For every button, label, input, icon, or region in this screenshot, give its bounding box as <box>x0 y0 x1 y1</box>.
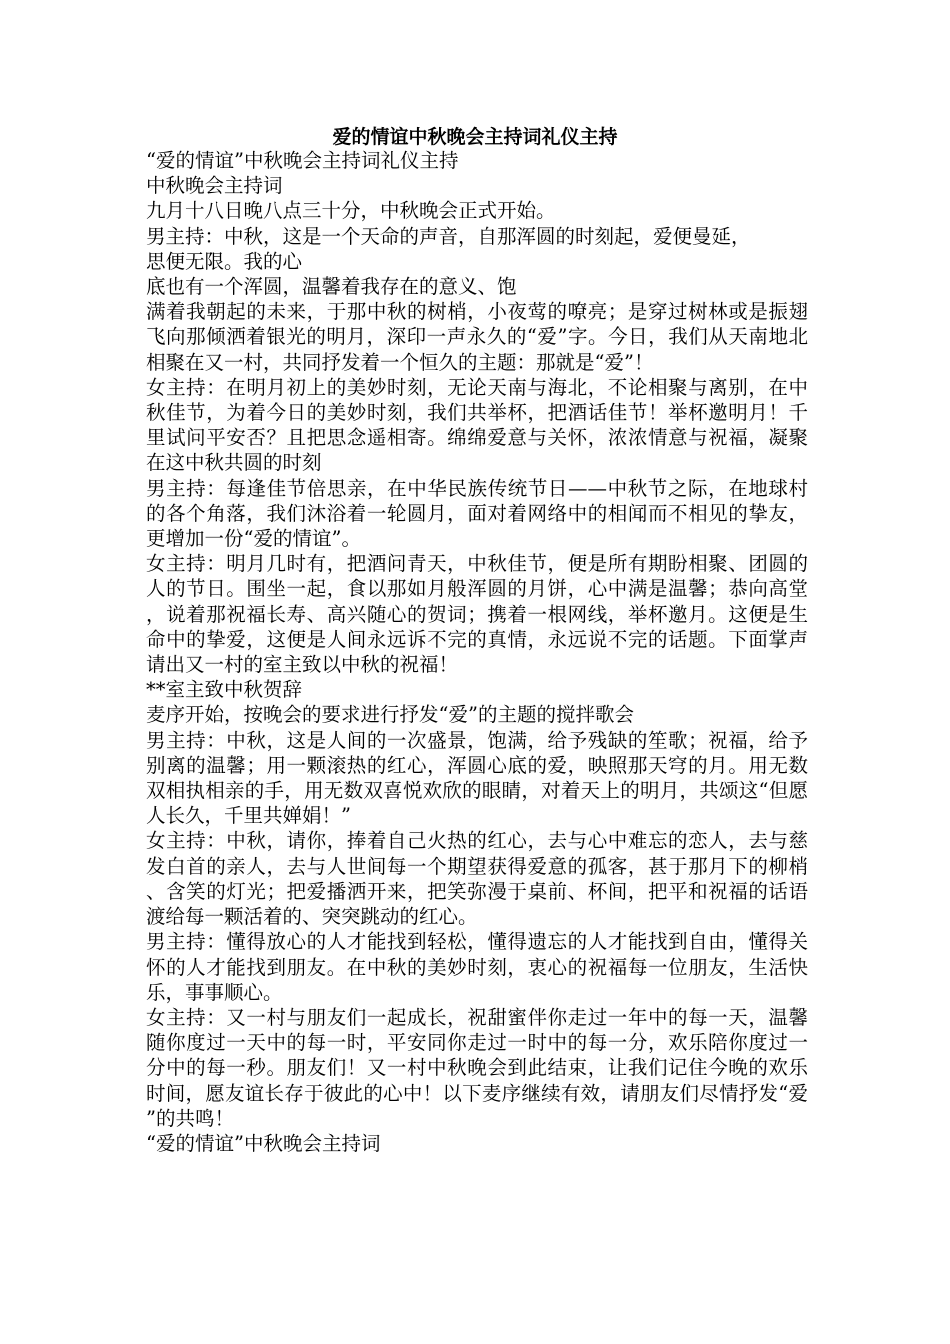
paragraph-male-host-4: 男主持：懂得放心的人才能找到轻松，懂得遗忘的人才能找到自由，懂得关怀的人才能找到朋友。在中秋的美妙时刻，衷心的祝福每一位朋友，生活快乐，事事顺心。 <box>146 930 808 1004</box>
paragraph-female-host-2: 女主持：明月几时有，把酒问青天，中秋佳节，便是所有期盼相聚、团圆的人的节日。围坐一起，食以那如月般浑圆的月饼，心中满是温馨；恭向高堂，说着那祝福长寿、高兴随心的贺词；携着一根网线，举杯邀月。这便是生命中的挚爱，这便是人间永远诉不完的真情，永远说不完的话题。下面掌声请出又一村的室主致以中秋的祝福！ <box>146 552 808 677</box>
paragraph-heading: 中秋晚会主持词 <box>146 174 283 198</box>
paragraph-male-host-1c: 底也有一个浑圆，温馨着我存在的意义、饱 <box>146 275 517 299</box>
paragraph-male-host-1d: 满着我朝起的未来，于那中秋的树梢，小夜莺的嘹亮；是穿过树林或是振翅飞向那倾洒着银光的明月，深印一声永久的“爱”字。今日，我们从天南地北相聚在又一村，共同抒发着一个恒久的主题：那就是“爱”！ <box>146 300 808 374</box>
document-title: 爱的情谊中秋晚会主持词礼仪主持 <box>332 126 618 148</box>
paragraph-male-host-1b: 思便无限。我的心 <box>146 249 303 273</box>
paragraph-male-host-3: 男主持：中秋，这是人间的一次盛景，饱满，给予残缺的笙歌；祝福，给予别离的温馨；用一颗滚热的红心，浑圆心底的爱，映照那天穹的月。用无数双相执相亲的手，用无数双喜悦欢欣的眼睛，对着天上的明月，共颂这“但愿人长久，千里共婵娟！” <box>146 728 808 828</box>
paragraph-song-session: 麦序开始，按晚会的要求进行抒发“爱”的主题的搅拌歌会 <box>146 703 634 727</box>
paragraph-female-host-3: 女主持：中秋，请你，捧着自己火热的红心，去与心中难忘的恋人，去与慈发白首的亲人，去与人世间每一个期望获得爱意的孤客，甚于那月下的柳梢、含笑的灯光；把爱播洒开来，把笑弥漫于桌前、杯间，把平和祝福的话语渡给每一颗活着的、突突跳动的红心。 <box>146 829 808 929</box>
paragraph-subtitle: “爱的情谊”中秋晚会主持词礼仪主持 <box>146 149 459 172</box>
paragraph-female-host-1: 女主持：在明月初上的美妙时刻，无论天南与海北，不论相聚与离别，在中秋佳节，为着今日的美妙时刻，我们共举杯，把酒话佳节！举杯邀明月！千里试问平安否？且把思念遥相寄。绵绵爱意与关怀，浓浓情意与祝福，凝聚在这中秋共圆的时刻 <box>146 375 808 475</box>
paragraph-female-host-4: 女主持：又一村与朋友们一起成长，祝甜蜜伴你走过一年中的每一天，温馨随你度过一天中的每一时，平安同你走过一时中的每一分，欢乐陪你度过一分中的每一秒。朋友们！又一村中秋晚会到此结束，让我们记住今晚的欢乐时间，愿友谊长存于彼此的心中！以下麦序继续有效，请朋友们尽情抒发“爱”的共鸣！ <box>146 1005 808 1130</box>
document-body <box>146 148 808 1156</box>
paragraph-time: 九月十八日晚八点三十分，中秋晚会正式开始。 <box>146 199 556 223</box>
paragraph-closing-title: “爱的情谊”中秋晚会主持词 <box>146 1131 381 1155</box>
paragraph-male-host-1a: 男主持：中秋，这是一个天命的声音，自那浑圆的时刻起，爱便曼延， <box>146 224 751 248</box>
paragraph-male-host-2: 男主持：每逢佳节倍思亲，在中华民族传统节日——中秋节之际，在地球村的各个角落，我们沐浴着一轮圆月，面对着网络中的相闻而不相见的挚友，更增加一份“爱的情谊”。 <box>146 476 808 551</box>
paragraph-host-greeting: **室主致中秋贺辞 <box>146 678 303 702</box>
